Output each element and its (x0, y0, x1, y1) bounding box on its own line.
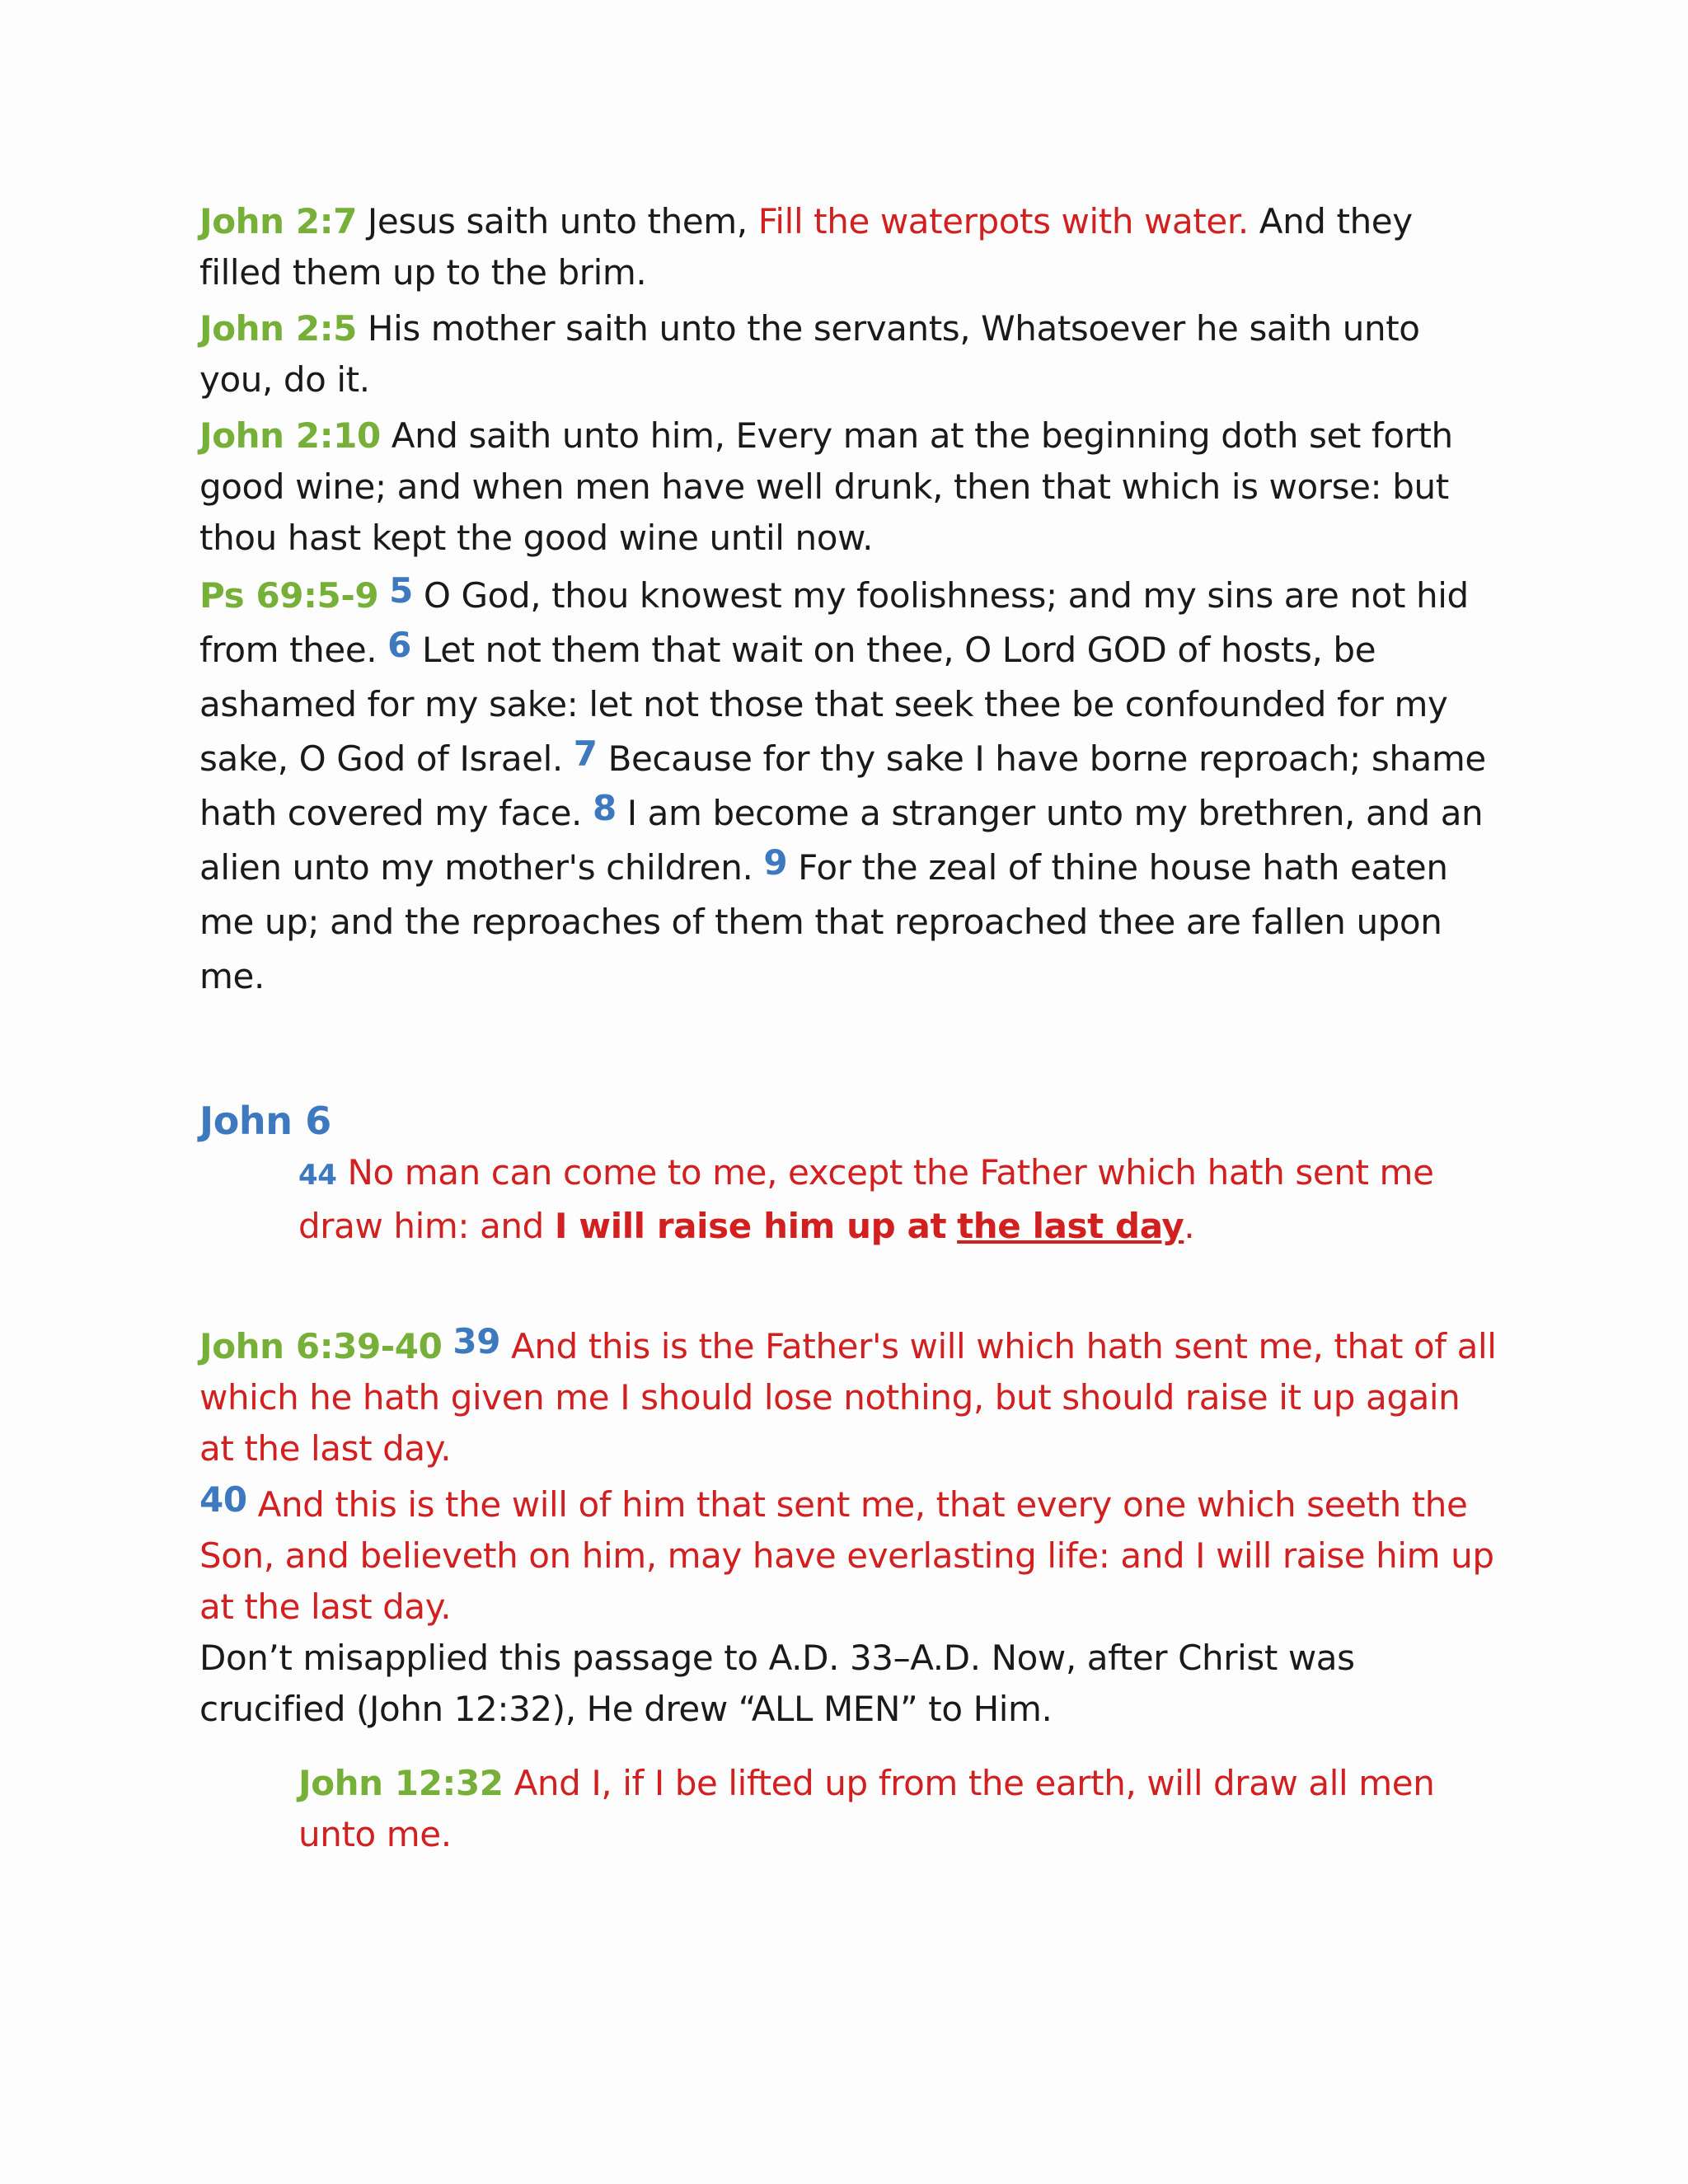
verse-reference: Ps 69:5-9 (199, 575, 379, 616)
verse-number: 5 (389, 570, 413, 611)
verse-number: 9 (763, 842, 788, 883)
verse-text: Jesus saith unto them, (367, 201, 748, 241)
verse-john-2-7 (199, 196, 1502, 298)
verse-john-12-32 (298, 1758, 1502, 1860)
verse-number: 8 (592, 788, 617, 828)
verse-text: His mother saith unto the servants, Whatsoever he saith unto you, do it. (199, 308, 1420, 400)
verse-text: Let not them that wait on thee, O Lord GOD of hosts, be ashamed for my sake: let not those that seek thee be confounded for my sake, O God of Israel. (199, 630, 1448, 779)
underlined-emphasis: the last day (957, 1206, 1184, 1246)
verse-reference: John 2:5 (199, 308, 357, 349)
verse-text: And saith unto him, Every man at the beginning doth set forth good wine; and when men have well drunk, then that which is worse: but thou hast kept the good wine until now. (199, 415, 1453, 558)
verse-number: 7 (573, 733, 598, 774)
commentary-text: Don’t misapplied this passage to A.D. 33–A.D. Now, after Christ was crucified (John 12:32), He drew “ALL MEN” to Him. (199, 1638, 1355, 1729)
verse-text: For the zeal of thine house hath eaten me up; and the reproaches of them that reproached thee are fallen upon me. (199, 847, 1448, 996)
verse-reference: John 6:39-40 (199, 1326, 443, 1366)
verse-number: 44 (298, 1159, 337, 1192)
verse-text: I am become a stranger unto my brethren, and an alien unto my mother's children. (199, 793, 1484, 888)
verse-number: 6 (387, 625, 411, 665)
verse-text: O God, thou knowest my foolishness; and my sins are not hid from thee. (199, 575, 1469, 670)
verse-text: And this is the will of him that sent me, that every one which seeth the Son, and believeth on him, may have everlasting life: and I will raise him up at the last day. (199, 1484, 1494, 1627)
verse-reference: John 2:7 (199, 201, 357, 241)
verse-text: No man can come to me, except the Father which hath sent me draw him: and (298, 1152, 1434, 1246)
verse-ps-69-5-9 (199, 569, 1502, 1004)
verse-john-6-40 (199, 1479, 1502, 1633)
document-body (199, 196, 1502, 1860)
verse-john-2-5 (199, 303, 1502, 405)
verse-text: And they filled them up to the brim. (199, 201, 1413, 293)
verse-john-6-44 (298, 1147, 1502, 1252)
section-heading: John 6 (199, 1099, 331, 1143)
verse-number: 40 (199, 1479, 247, 1520)
emphasis-text: I will raise him up at (554, 1206, 947, 1246)
verse-john-6-39 (199, 1321, 1502, 1474)
period: . (1184, 1206, 1195, 1246)
verse-john-2-10 (199, 410, 1502, 564)
verse-reference: John 12:32 (298, 1763, 504, 1803)
verse-text: And this is the Father's will which hath sent me, that of all which he hath given me I should lose nothing, but should raise it up again at the last day. (199, 1326, 1497, 1469)
verse-text: And I, if I be lifted up from the earth, will draw all men unto me. (298, 1763, 1435, 1854)
verse-number: 39 (452, 1321, 501, 1361)
verse-reference: John 2:10 (199, 415, 381, 456)
jesus-words: Fill the waterpots with water. (757, 201, 1249, 241)
verse-text: Because for thy sake I have borne reproach; shame hath covered my face. (199, 738, 1486, 833)
